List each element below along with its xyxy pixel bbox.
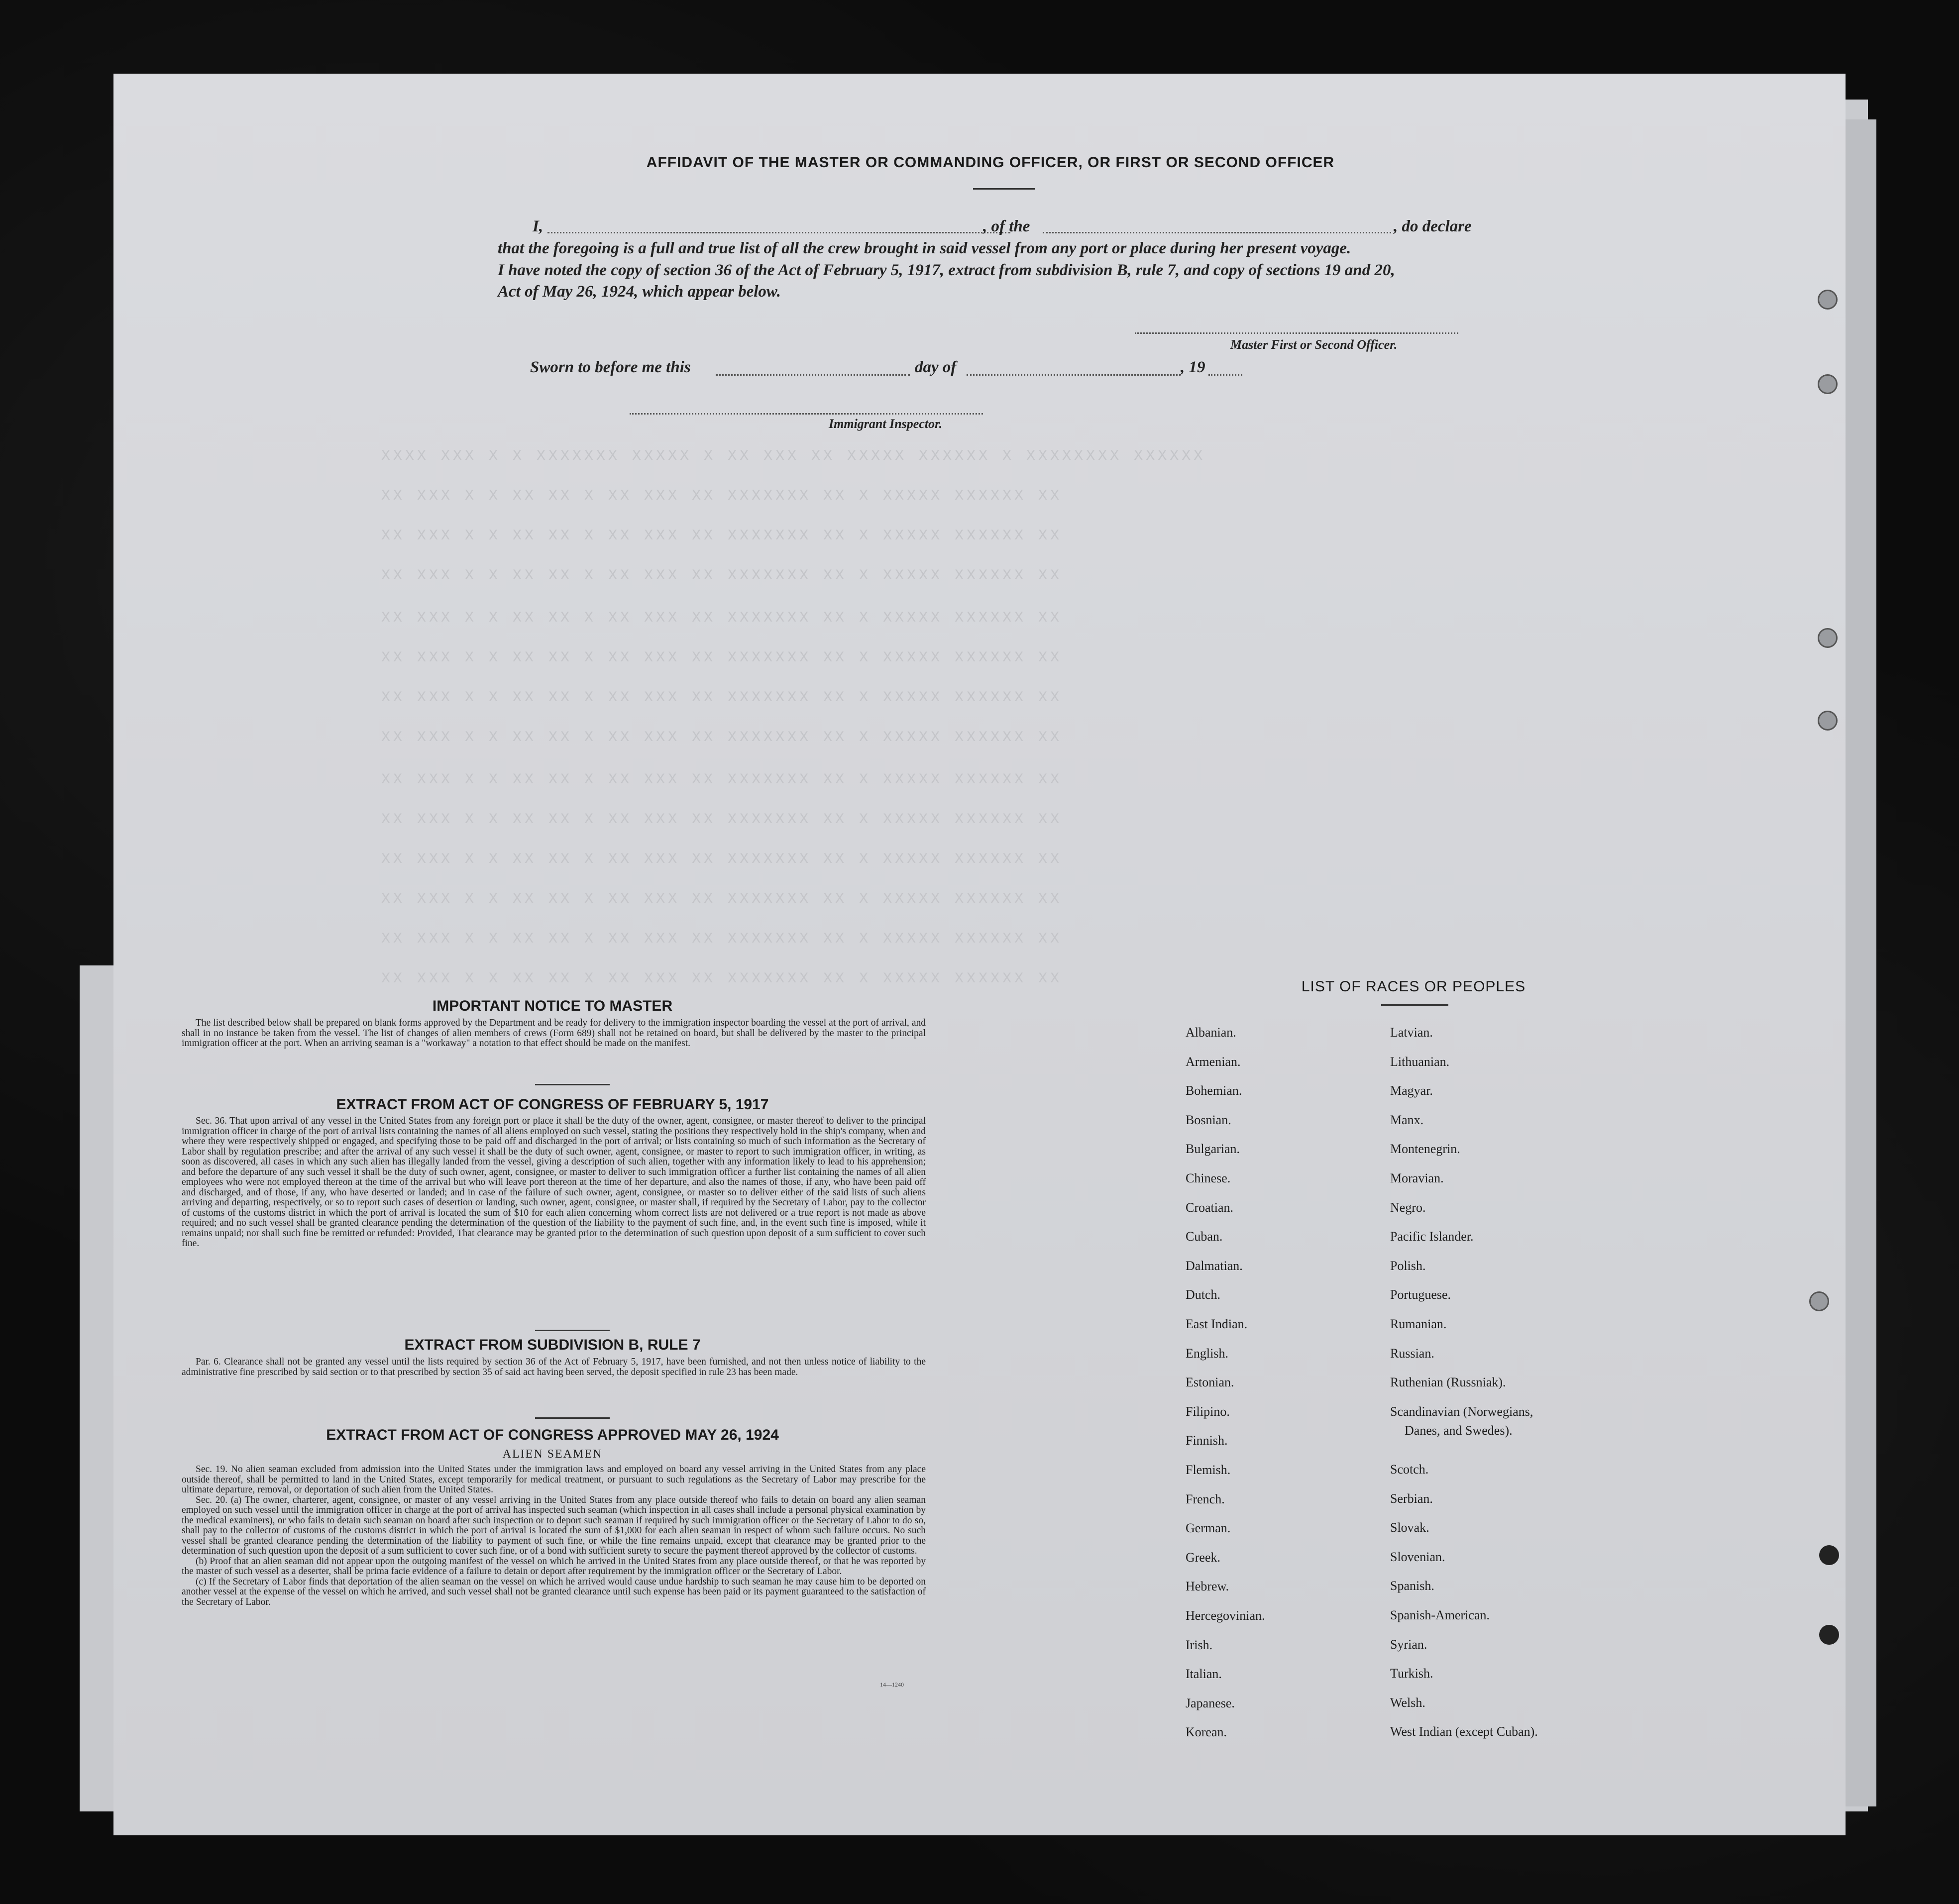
race-item: Scotch.: [1390, 1462, 1429, 1477]
punch-hole: [1819, 1625, 1839, 1645]
sec20a-paragraph: Sec. 20. (a) The owner, charterer, agent, consignee, or master of any vessel arriving in the United States from any place outside thereof who fails to detain on board any alien seaman employed on such vessel until the immigration officer in charge at the port of arrival has inspected such seaman (which inspection in all cases shall include a personal physical examination by the medical examiners), or who fails to detain such seaman on board after such inspection or to deport such seaman if required by such immigration officer or the Secretary of Labor to do so, shall pay to the collector of customs of the customs district in which the port of arrival is located the sum of $1,000 for each alien seaman in respect of whom such failure occurs. No such vessel shall be granted clearance pending the determination of the liability to payment of such fine, or while the fine remains unpaid, except that clearance may be granted prior to the determination of such question upon the deposit of a sum sufficient to cover such fine, or of a bond with sufficient surety to secure the payment thereof approved by the collector of customs.: [182, 1494, 926, 1556]
alien-seamen-subtitle: ALIEN SEAMEN: [502, 1448, 603, 1461]
race-item: Korean.: [1186, 1725, 1227, 1739]
race-item: West Indian (except Cuban).: [1390, 1724, 1538, 1739]
race-item: Danes, and Swedes).: [1405, 1423, 1513, 1438]
sec20b-paragraph: (b) Proof that an alien seaman did not appear upon the outgoing manifest of the vessel on which he arrived in the United States from any place outside thereof, or that he was reported by the master of such vessel as a deserter, shall be prima facie evidence of a failure to detain or deport after requirement by the immigration officer or the Secretary of Labor.: [182, 1556, 926, 1577]
race-item: Turkish.: [1390, 1666, 1433, 1681]
notice-title: IMPORTANT NOTICE TO MASTER: [432, 998, 673, 1014]
divider: [535, 1417, 610, 1419]
race-item: East Indian.: [1186, 1317, 1248, 1331]
affidavit-i-label: I,: [533, 217, 544, 235]
affidavit-line2: that the foregoing is a full and true list of all the crew brought in said vessel from any port or place during her present voyage.: [498, 239, 1351, 257]
left-page-edge: [80, 965, 114, 1811]
race-item: French.: [1186, 1492, 1225, 1506]
punch-hole: [1818, 711, 1838, 731]
race-item: English.: [1186, 1346, 1228, 1361]
name-field-line[interactable]: [547, 232, 1010, 233]
race-item: Greek.: [1186, 1550, 1221, 1565]
race-item: Japanese.: [1186, 1696, 1235, 1710]
punch-hole: [1809, 1291, 1829, 1311]
inspector-label: Immigrant Inspector.: [829, 417, 943, 431]
race-item: Montenegrin.: [1390, 1142, 1460, 1156]
act-1917-title: EXTRACT FROM ACT OF CONGRESS OF FEBRUARY 5, 1917: [336, 1096, 769, 1113]
act-1924-title: EXTRACT FROM ACT OF CONGRESS APPROVED MAY 26, 1924: [326, 1427, 779, 1443]
underlying-page-edge-2: [1842, 119, 1876, 1806]
race-item: Dutch.: [1186, 1287, 1221, 1302]
race-item: Lithuanian.: [1390, 1055, 1450, 1069]
race-item: Slovenian.: [1390, 1550, 1445, 1564]
race-item: Bulgarian.: [1186, 1142, 1240, 1156]
affidavit-line3: I have noted the copy of section 36 of the Act of February 5, 1917, extract from subdivision B, rule 7, and copy of sections 19 and 20,: [498, 261, 1395, 279]
race-item: German.: [1186, 1521, 1231, 1535]
race-item: Albanian.: [1186, 1025, 1236, 1040]
race-item: Spanish.: [1390, 1579, 1434, 1593]
race-item: Hercegovinian.: [1186, 1608, 1265, 1623]
punch-hole: [1818, 290, 1838, 310]
divider: [535, 1084, 610, 1085]
form-number: 14—1240: [880, 1681, 904, 1688]
race-item: Manx.: [1390, 1113, 1424, 1127]
race-item: Slovak.: [1390, 1520, 1429, 1535]
act-1924-text: [182, 1465, 926, 1607]
punch-hole: [1818, 374, 1838, 394]
vessel-field-line[interactable]: [1043, 232, 1391, 233]
race-item: Bohemian.: [1186, 1083, 1242, 1098]
race-item: Latvian.: [1390, 1025, 1433, 1040]
rule7-paragraph: Par. 6. Clearance shall not be granted any vessel until the lists required by section 36 of the Act of February 5, 1917, have been furnished, and not then unless notice of liability to the administrative fine prescribed by said section or to that prescribed by section 35 of said act having been served, the deposit specified in rule 23 has been made.: [182, 1357, 926, 1377]
punch-hole: [1819, 1545, 1839, 1565]
race-item: Magyar.: [1390, 1083, 1433, 1098]
sworn-label: Sworn to before me this: [530, 358, 691, 376]
sworn-month-field[interactable]: [967, 374, 1181, 376]
race-item: Cuban.: [1186, 1229, 1223, 1244]
race-item: Serbian.: [1390, 1491, 1433, 1506]
race-item: Polish.: [1390, 1259, 1426, 1273]
race-item: Scandinavian (Norwegians,: [1390, 1404, 1533, 1419]
sec36-paragraph: Sec. 36. That upon arrival of any vessel in the United States from any foreign port or place it shall be the duty of the owner, agent, consignee, or master thereof to deliver to the principal immigration officer in charge of the port of arrival lists containing the names of all aliens employed on such vessel, stating the positions they respectively hold in the ship's company, when and where they were respectively shipped or engaged, and specifying those to be paid off and discharged in the port of arrival; or lists containing so much of such information as the Secretary of Labor shall by regulation prescribe; and after the arrival of any such vessel it shall be the duty of such owner, agent, consignee, or master to report to such immigration officer, in writing, as soon as discovered, all cases in which any such alien has illegally landed from the vessel, giving a description of such alien, together with any information likely to lead to his apprehension; and before the departure of any such vessel it shall be the duty of such owner, agent, consignee, or master to deliver to such immigration officer a further list containing the names of all alien employees who were not employed thereon at the time of the arrival but who will leave port thereon at the time of her departure, and also the names of those, if any, who have been paid off and discharged, and of those, if any, who have deserted or landed; and in case of the failure of such owner, agent, consignee, or master so to deliver either of the said lists of such aliens arriving and departing, respectively, or so to report such cases of desertion or landing, such owner, agent, consignee, or master shall, if required by the Secretary of Labor, pay to the collector of customs of the customs district in which the port of arrival is located the sum of $10 for each alien concerning whom correct lists are not delivered or a true report is not made as above required; and no such vessel shall be granted clearance pending the determination of the question of the liability to the payment of such fine, and, in the event such fine is imposed, while it remains unpaid; nor shall such fine be remitted or refunded: Provided, That clearance may be granted prior to the determination of such question upon deposit of a sum sufficient to cover such fine.: [182, 1116, 926, 1249]
race-item: Portuguese.: [1390, 1287, 1451, 1302]
race-item: Syrian.: [1390, 1637, 1427, 1652]
divider: [535, 1330, 610, 1331]
race-item: Rumanian.: [1390, 1317, 1447, 1331]
race-item: Ruthenian (Russniak).: [1390, 1375, 1506, 1389]
divider: [1381, 1004, 1448, 1006]
divider: [973, 188, 1035, 190]
race-item: Estonian.: [1186, 1375, 1234, 1389]
affidavit-title: AFFIDAVIT OF THE MASTER OR COMMANDING OFFICER, OR FIRST OR SECOND OFFICER: [646, 154, 1335, 171]
race-item: Negro.: [1390, 1200, 1426, 1215]
race-item: Welsh.: [1390, 1695, 1425, 1710]
punch-hole: [1818, 628, 1838, 648]
race-item: Russian.: [1390, 1346, 1434, 1361]
race-item: Pacific Islander.: [1390, 1229, 1474, 1244]
race-item: Bosnian.: [1186, 1113, 1231, 1127]
notice-text: [182, 1018, 926, 1049]
master-signature-line[interactable]: [1135, 332, 1458, 334]
race-item: Hebrew.: [1186, 1579, 1229, 1593]
race-item: Italian.: [1186, 1667, 1222, 1681]
race-item: Armenian.: [1186, 1055, 1241, 1069]
race-item: Chinese.: [1186, 1171, 1231, 1185]
affidavit-line4: Act of May 26, 1924, which appear below.: [498, 283, 781, 301]
race-item: Croatian.: [1186, 1200, 1234, 1215]
master-label: Master First or Second Officer.: [1230, 337, 1398, 352]
day-of-label: day of: [915, 358, 957, 376]
sworn-year-field[interactable]: [1208, 374, 1242, 376]
sec20c-paragraph: (c) If the Secretary of Labor finds that deportation of the alien seaman on the vessel on which he arrived would cause undue hardship to such seaman he may cause him to be deported on another vessel at the expense of the vessel on which he arrived, and such vessel shall not be granted clearance until such expense has been paid or its payment guaranteed to the satisfaction of the Secretary of Labor.: [182, 1576, 926, 1607]
affidavit-declare: , do declare: [1394, 217, 1472, 235]
affidavit-of-the: , of the: [983, 217, 1030, 235]
race-item: Finnish.: [1186, 1433, 1228, 1448]
year-label: , 19: [1181, 358, 1205, 376]
sworn-day-field[interactable]: [716, 374, 910, 376]
race-item: Moravian.: [1390, 1171, 1444, 1185]
rule7-title: EXTRACT FROM SUBDIVISION B, RULE 7: [404, 1337, 701, 1353]
race-item: Filipino.: [1186, 1404, 1230, 1419]
act-1917-text: [182, 1116, 926, 1249]
inspector-signature-line[interactable]: [630, 413, 983, 415]
race-item: Flemish.: [1186, 1463, 1231, 1477]
rule7-text: [182, 1357, 926, 1377]
race-item: Dalmatian.: [1186, 1259, 1243, 1273]
races-title: LIST OF RACES OR PEOPLES: [1301, 978, 1526, 995]
sec19-paragraph: Sec. 19. No alien seaman excluded from admission into the United States under the immigration laws and employed on board any vessel arriving in the United States from any place outside thereof, shall be permitted to land in the United States, except temporarily for medical treatment, or pursuant to such regulations as the Secretary of Labor may prescribe for the ultimate departure, removal, or deportation of such alien from the United States.: [182, 1464, 926, 1495]
notice-paragraph: The list described below shall be prepared on blank forms approved by the Department and be ready for delivery to the immigration inspector boarding the vessel at the port of arrival, and shall in no instance be taken from the vessel. The list of changes of alien members of crews (Form 689) shall not be retained on board, but shall be delivered by the master to the principal immigration officer at the port. When an arriving seaman is a "workaway" a notation to that effect should be made on the manifest.: [182, 1018, 926, 1049]
race-item: Spanish-American.: [1390, 1608, 1490, 1622]
race-item: Irish.: [1186, 1638, 1213, 1652]
